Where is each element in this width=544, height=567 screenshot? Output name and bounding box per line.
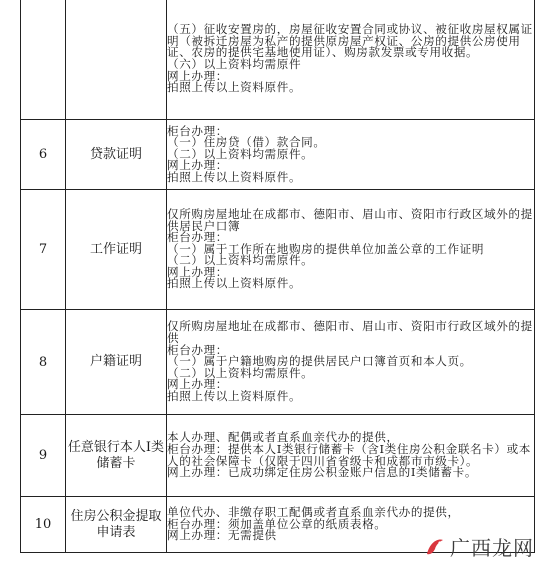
requirement-line: 网上办理： [167, 158, 228, 173]
watermark [424, 532, 534, 561]
requirement-line: 柜台办理：提供本人Ⅰ类银行储蓄卡（含Ⅰ类住房公积金联名卡）或本人的社会保障卡（仅限于四川省省级卡和成都市市级卡）。 [167, 441, 531, 468]
table-body [21, 0, 535, 553]
requirement-line: （六）以上资料均需原件 [167, 57, 302, 71]
requirement-line: 仅所购房屋地址在成都市、德阳市、眉山市、资阳市行政区域外的提供居民户口簿 [167, 206, 533, 233]
table-row [21, 120, 535, 190]
requirement-line: 拍照上传以上资料原件。 [167, 80, 302, 95]
table-row [21, 415, 535, 497]
row-number: 7 [21, 190, 66, 310]
requirement-line: 网上办理：已成功绑定住房公积金账户信息的Ⅰ类储蓄卡。 [167, 465, 478, 480]
requirement-line: 柜台办理：须加盖单位公章的纸质表格。 [167, 516, 387, 531]
requirement-line: 柜台办理： [167, 123, 228, 138]
requirement-line: 网上办理：无需提供 [167, 528, 277, 543]
requirement-line: （五）征收安置房的，房屋征收安置合同或协议、被征收房屋权属证明（被拆迁房屋为私产的提供原房屋产权证、公房的提供公房使用证、农房的提供宅基地使用证）、购房款发票或专用收据。 [167, 22, 533, 60]
requirement-line: 网上办理： [167, 377, 228, 392]
requirement-line: 仅所购房屋地址在成都市、德阳市、眉山市、资阳市行政区域外的提供 [167, 319, 533, 346]
watermark-text: 广西龙网 [450, 536, 534, 560]
item-name: 工作证明 [66, 190, 167, 310]
requirement-line: （一）住房贷（借）款合同。 [167, 135, 326, 150]
requirement-line: （一）属于户籍地购房的提供居民户口簿首页和本人页。 [167, 354, 472, 369]
row-number: 9 [21, 415, 66, 497]
requirement-line: 单位代办、非缴存职工配偶或者直系血亲代办的提供， [167, 505, 460, 520]
requirement-line: （二）以上资料均需原件。 [167, 146, 314, 161]
item-name: 户籍证明 [66, 310, 167, 415]
requirement-line: 拍照上传以上资料原件。 [167, 169, 302, 184]
item-requirements [167, 0, 535, 120]
requirement-line: （二）以上资料均需原件。 [167, 253, 314, 268]
item-requirements [167, 415, 535, 497]
dragon-logo-icon [424, 536, 446, 558]
requirement-line: 本人办理、配偶或者直系血亲代办的提供， [167, 430, 399, 445]
requirement-line: 拍照上传以上资料原件。 [167, 388, 302, 403]
requirement-line: 柜台办理： [167, 230, 228, 245]
requirement-line: （一）属于工作所在地购房的提供单位加盖公章的工作证明 [167, 241, 485, 256]
requirement-line: 网上办理： [167, 68, 228, 83]
table-row [21, 0, 535, 120]
requirement-line: 网上办理： [167, 264, 228, 279]
row-number: 6 [21, 120, 66, 190]
table-row [21, 310, 535, 415]
row-number [21, 0, 66, 120]
requirement-line: 拍照上传以上资料原件。 [167, 276, 302, 291]
requirements-table [20, 0, 535, 553]
requirement-line: 柜台办理： [167, 342, 228, 357]
item-name: 任意银行本人Ⅰ类储蓄卡 [66, 415, 167, 497]
row-number: 10 [21, 497, 66, 553]
item-requirements [167, 120, 535, 190]
requirement-line: （二）以上资料均需原件。 [167, 365, 314, 380]
row-number: 8 [21, 310, 66, 415]
item-requirements [167, 190, 535, 310]
table-row [21, 190, 535, 310]
item-name [66, 0, 167, 120]
item-name: 贷款证明 [66, 120, 167, 190]
item-requirements [167, 310, 535, 415]
item-name: 住房公积金提取申请表 [66, 497, 167, 553]
